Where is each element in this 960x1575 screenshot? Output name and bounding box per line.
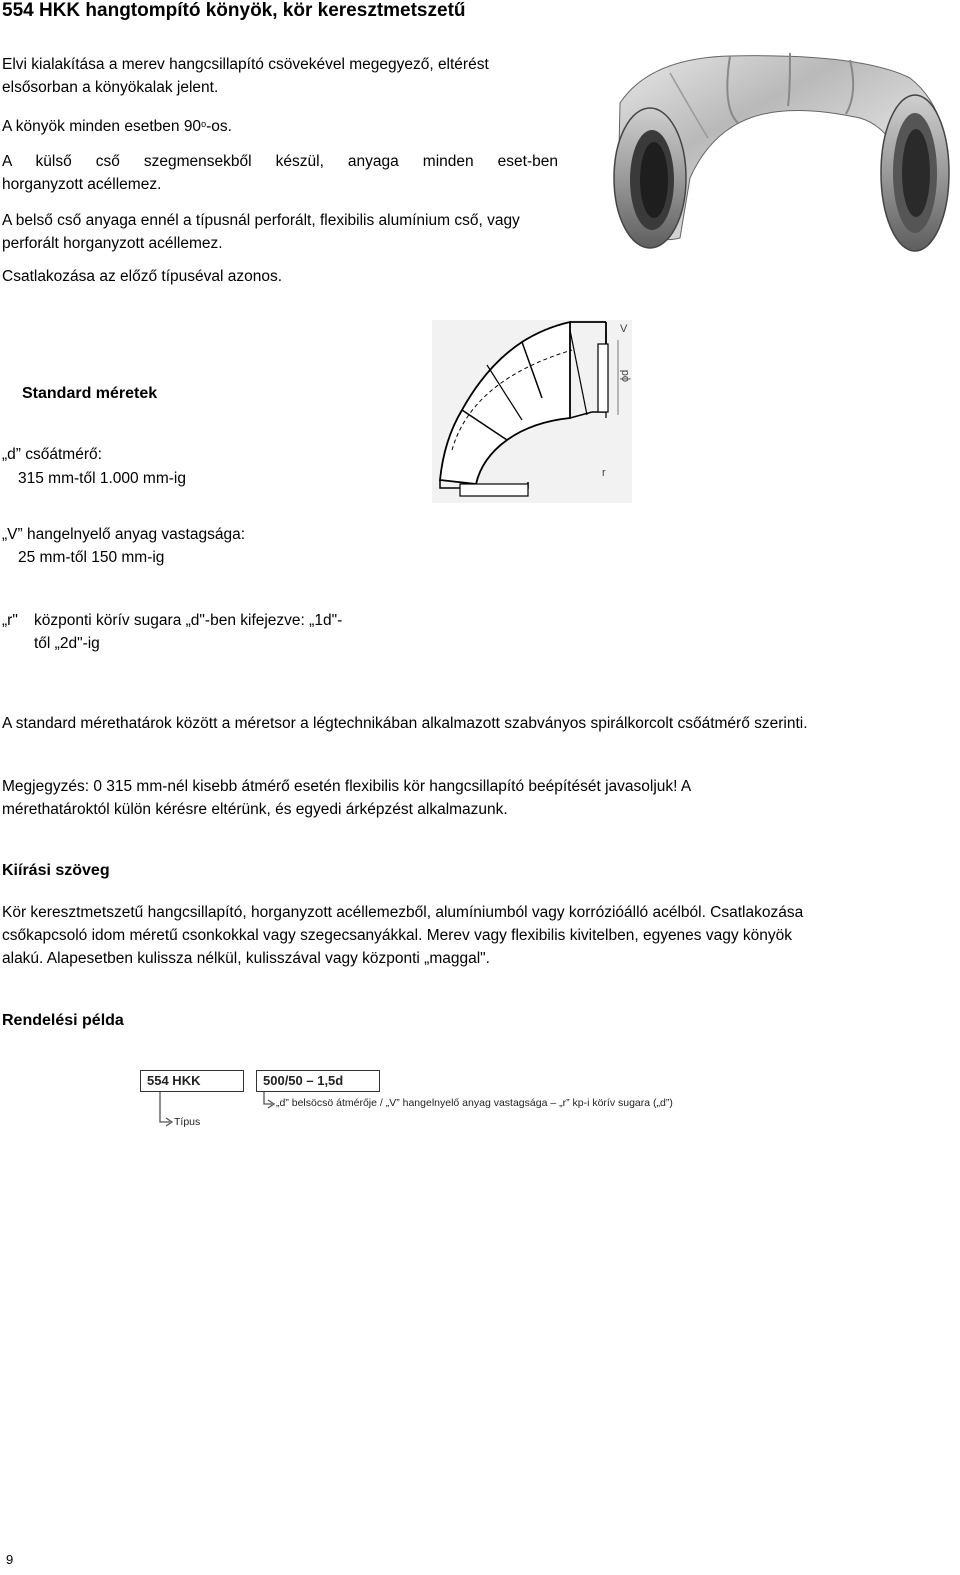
type-code-box: 554 HKK xyxy=(140,1070,244,1092)
intro-paragraph-3-line-1: A külső cső szegmensekből készül, anyaga minden eset-ben xyxy=(2,153,558,170)
elbow-technical-drawing xyxy=(432,320,632,503)
r-radius-line-1: központi körív sugara „d"-ben kifejezve: „1d"- xyxy=(34,612,343,629)
r-radius-key: „r" xyxy=(2,612,18,629)
page-number: 9 xyxy=(6,1552,14,1567)
angle-text: A könyök minden esetben 90 xyxy=(2,118,202,135)
angle-suffix: -os. xyxy=(206,118,232,135)
drawing-label-r: r xyxy=(602,467,606,479)
r-radius-line-2: től „2d"-ig xyxy=(34,635,100,652)
elbow-photo xyxy=(610,48,950,268)
intro-paragraph-4: A belső cső anyaga ennél a típusnál perforált, flexibilis alumínium cső, vagy perforált horganyzott acéllemez. xyxy=(2,212,520,252)
drawing-label-v: V xyxy=(620,323,628,335)
drawing-label-d: ϕd xyxy=(619,369,631,382)
notes-paragraph-2: Megjegyzés: 0 315 mm-nél kisebb átmérő esetén flexibilis kör hangcsillapító beépítését javasoljuk! A mérethatároktól külön kérésre eltérünk, és egyedi árképzést alkalmazunk. xyxy=(2,778,691,818)
rendeles-heading: Rendelési példa xyxy=(2,1012,124,1029)
d-diameter-value: 315 mm-től 1.000 mm-ig xyxy=(18,470,186,487)
d-diameter-label: „d” csőátmérő: xyxy=(2,446,102,463)
kiiras-heading: Kiírási szöveg xyxy=(2,862,110,879)
kiiras-text: Kör keresztmetszetű hangcsillapító, horganyzott acéllemezből, alumíniumból vagy korrózióálló acélból. Csatlakozása csőkapcsoló idom méretű csonkokkal vagy szegecsanyákkal. Merev vagy flexibilis kivitelben, egyenes vagy könyök alakú. Alapesetben kulissza nélkül, kulisszával vagy központi „maggal". xyxy=(2,904,804,967)
type-code-description: Típus xyxy=(174,1116,201,1128)
order-example xyxy=(140,1066,730,1136)
intro-paragraph-2 xyxy=(2,115,232,138)
size-code-box: 500/50 – 1,5d xyxy=(256,1070,380,1092)
intro-paragraph-3-line-2: horganyzott acéllemez. xyxy=(2,176,162,193)
v-thickness-label: „V” hangelnyelő anyag vastagsága: xyxy=(2,526,245,543)
intro-paragraph-1: Elvi kialakítása a merev hangcsillapító csövekével megegyező, eltérést elsősorban a könyökalak jelent. xyxy=(2,56,489,96)
notes-paragraph-1: A standard mérethatárok között a méretsor a légtechnikában alkalmazott szabványos spirálkorcolt csőátmérő szerinti. xyxy=(2,715,808,732)
standard-heading: Standard méretek xyxy=(22,385,158,402)
size-code-description: „d” belsöcsö átmérője / „V” hangelnyelő anyag vastagsága – „r” kp-i körív sugara („d”) xyxy=(276,1097,673,1109)
v-thickness-value: 25 mm-től 150 mm-ig xyxy=(18,549,165,566)
intro-paragraph-5: Csatlakozása az előző típuséval azonos. xyxy=(2,268,283,285)
page-title: 554 HKK hangtompító könyök, kör keresztmetszetű xyxy=(2,0,466,21)
degree-sup: o xyxy=(201,119,207,129)
